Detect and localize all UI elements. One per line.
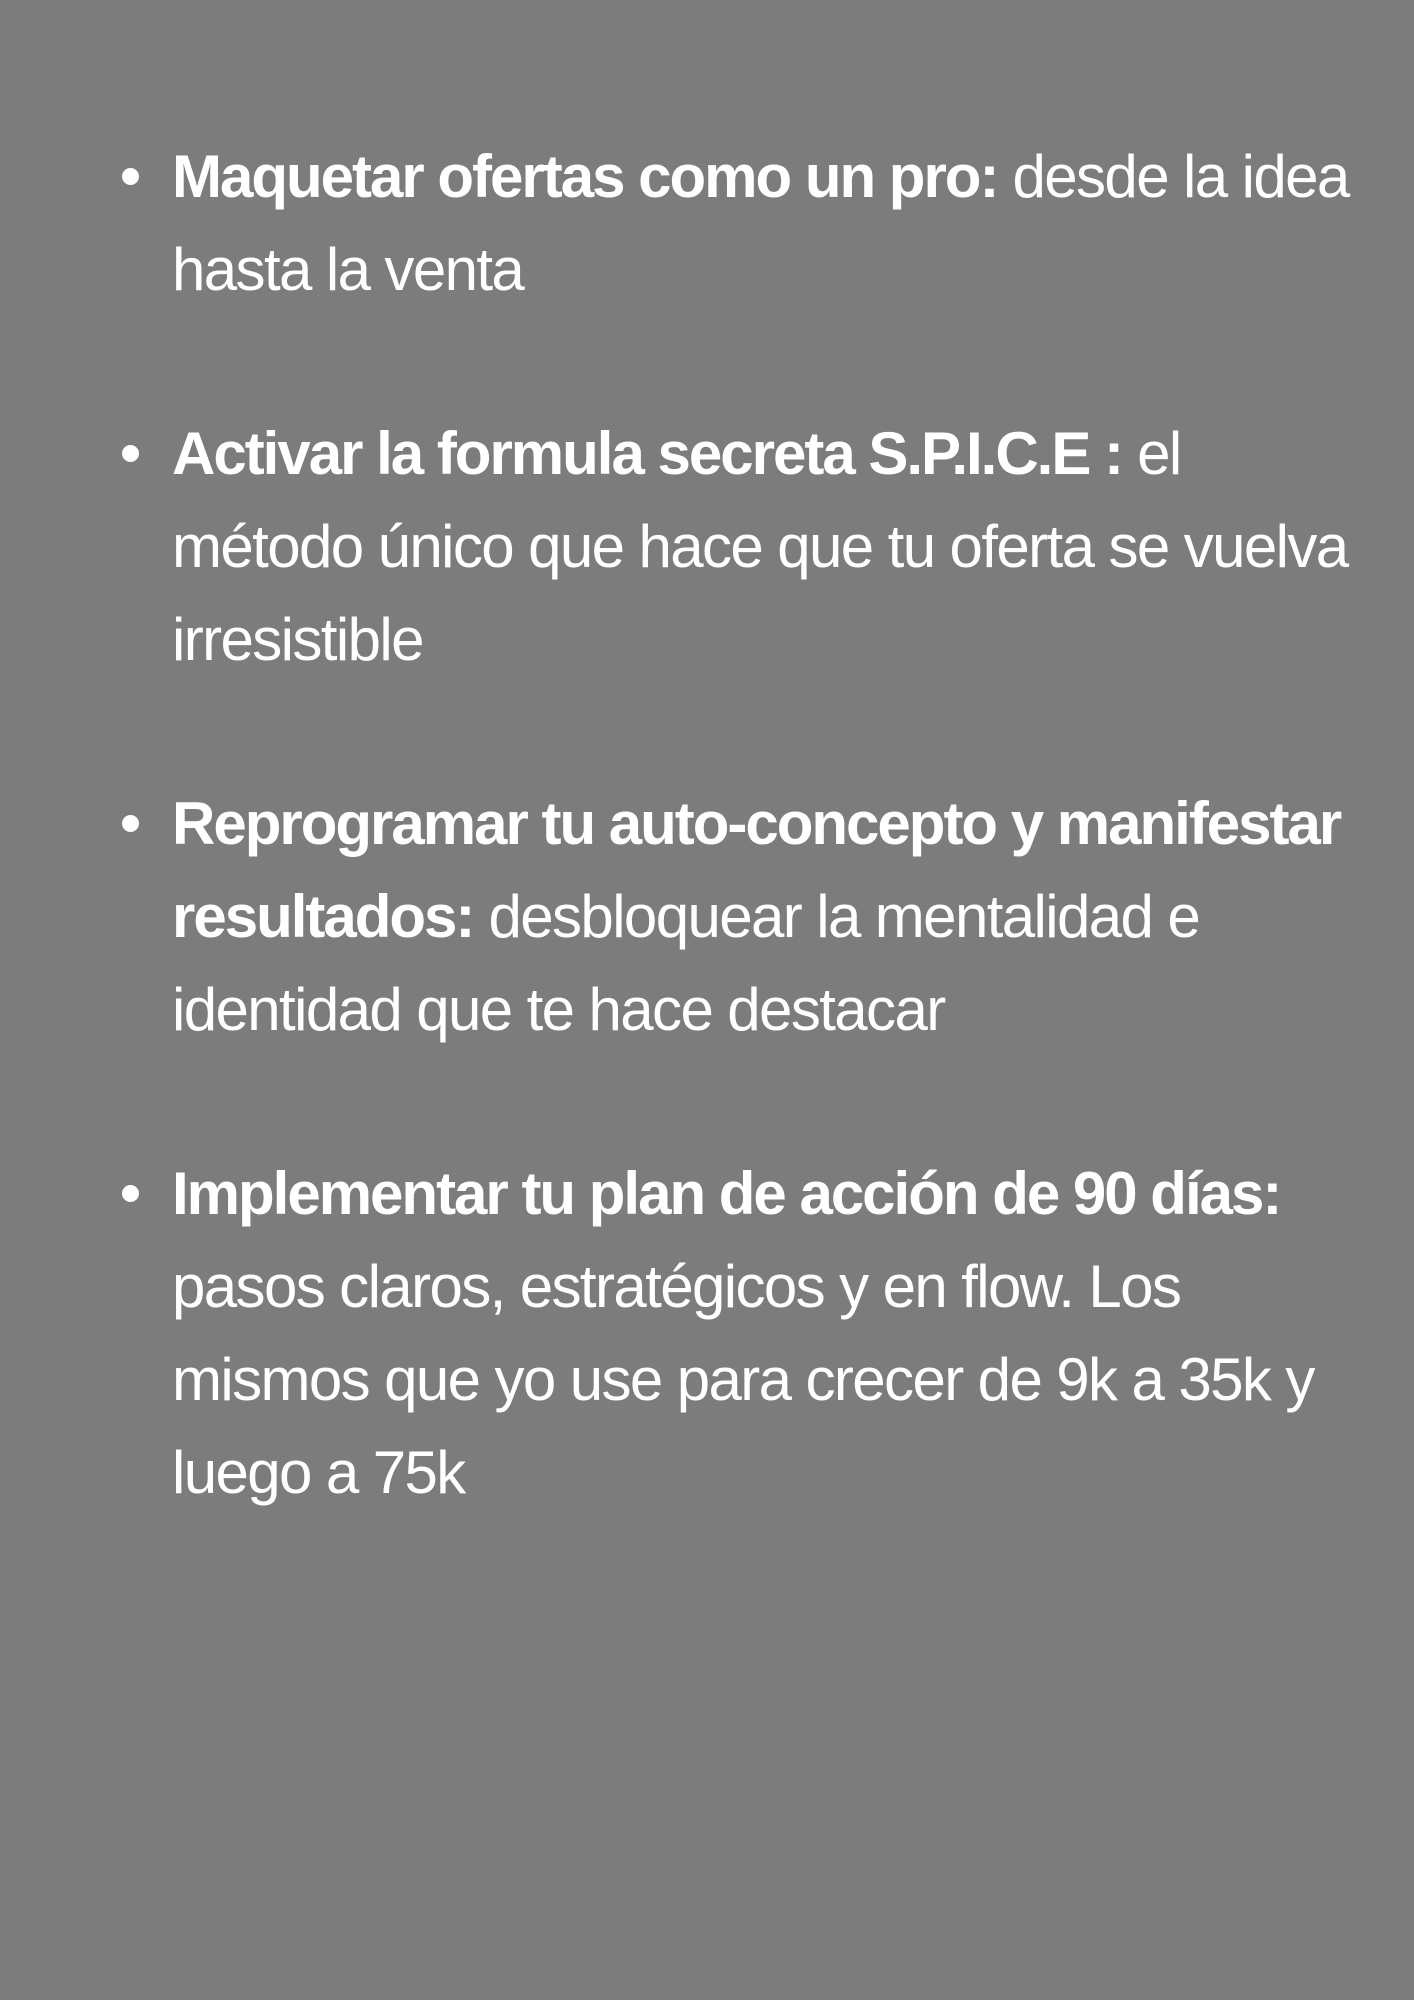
list-item-auto-concepto [172, 777, 1372, 1056]
list-item-heading: Reprogramar tu auto-concepto y manifestar resultados: [172, 790, 1341, 950]
bullet-dot-icon [122, 168, 139, 185]
bullet-list [172, 130, 1372, 1519]
list-item-description: desde la idea hasta la venta [172, 143, 1349, 303]
list-item-heading: Maquetar ofertas como un pro: [172, 143, 998, 210]
bullet-dot-icon [122, 815, 139, 832]
list-item-plan-de-accion [172, 1147, 1372, 1519]
bullet-dot-icon [122, 1185, 139, 1202]
list-item-description: desbloquear la mentalidad e identidad que te hace destacar [172, 883, 1200, 1043]
list-item-heading: Activar la formula secreta S.P.I.C.E : [172, 420, 1123, 487]
list-item-heading: Implementar tu plan de acción de 90 días: [172, 1160, 1281, 1227]
list-item-description: el método único que hace que tu oferta se vuelva irresistible [172, 420, 1348, 673]
bullet-dot-icon [122, 445, 139, 462]
list-item-maquetar-ofertas [172, 130, 1372, 316]
list-item-description: pasos claros, estratégicos y en flow. Los mismos que yo use para crecer de 9k a 35k y luego a 75k [172, 1253, 1314, 1506]
list-item-formula-spice [172, 407, 1372, 686]
